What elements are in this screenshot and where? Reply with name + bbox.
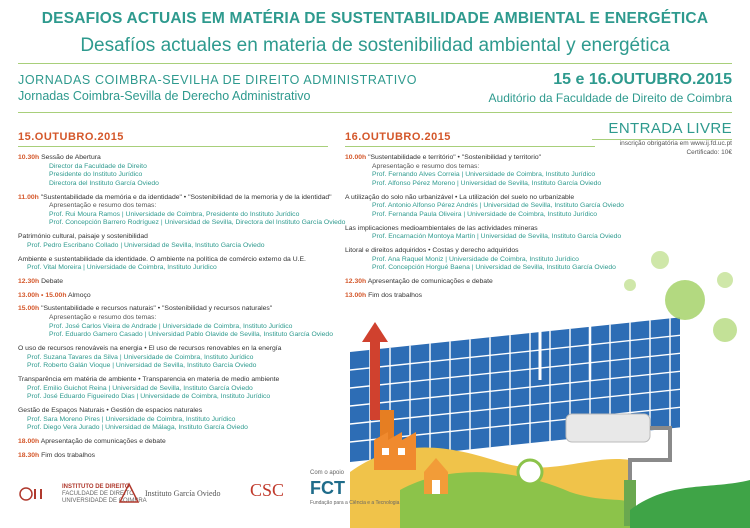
ij-emblem-icon (12, 480, 52, 508)
title-spanish: Desafíos actuales en materia de sostenibilidad ambiental y energética (80, 35, 670, 56)
day1-session-7 (18, 305, 338, 339)
session-time: 13.00h (345, 291, 367, 299)
day1-session-3 (18, 233, 338, 250)
session-time: 13.00h • 15.00h (18, 291, 67, 299)
session-time: 18.00h (18, 437, 40, 445)
session-line: Prof. Alfonso Pérez Moreno | Universidad de Sevilla, Instituto García Oviedo (372, 179, 602, 187)
session-line: Director da Faculdade de Direito (49, 162, 147, 170)
session-line: Prof. Eduardo Gamero Casado | Universidad Pablo Olavide de Sevilla, Instituto García Oviedo (49, 331, 333, 339)
free-entry-box (582, 120, 732, 157)
day1-divider (18, 146, 328, 147)
session-line: Prof. Antonio Alfonso Pérez Andrés | Universidad de Sevilla, Instituto García Oviedo (372, 202, 624, 210)
session-title: Litoral e direitos adquiridos • Costas y derecho adquiridos (345, 246, 519, 254)
day2-divider (345, 146, 595, 147)
session-line: Prof. Roberto Galán Vioque | Universidad de Sevilla, Instituto García Oviedo (27, 362, 257, 370)
recycle-icon (518, 460, 542, 484)
day1-session-11 (18, 438, 338, 447)
apoio-label: Com o apoio (310, 470, 345, 476)
day2-session-2 (345, 194, 645, 220)
session-line: Prof. José Carlos Vieira de Andrade | Universidade de Coimbra, Instituto Jurídico (49, 322, 293, 330)
session-line: Prof. Concepción Horgué Baena | Universidad de Sevilla, Instituto García Oviedo (372, 264, 616, 272)
day1-session-1 (18, 154, 338, 188)
bubble-large (665, 280, 705, 320)
session-title: Apresentação de comunicações e debate (367, 277, 493, 285)
day2-session-5 (345, 278, 645, 287)
session-time: 18.30h (18, 451, 40, 459)
ij-logo-name: INSTITUTO DE DIREITO (62, 484, 130, 490)
session-line: Prof. Concepción Barrero Rodríguez | Universidad de Sevilla, Directora del Instituto García Oviedo (49, 219, 346, 227)
day2-program (345, 154, 645, 305)
ij-logo-sub1: FACULDADE DE DIREITO (62, 491, 134, 497)
session-title: Almoço (68, 291, 91, 299)
day1-session-8 (18, 345, 338, 371)
day1-session-9 (18, 376, 338, 402)
sponsor-logos (0, 470, 520, 520)
bubble-medium (713, 318, 737, 342)
session-title: "Sustentabilidade da memória e da identidade" • "Sostenibilidad de la memoria y de la identidad" (40, 193, 332, 201)
session-line: Prof. José Eduardo Figueiredo Dias | Universidade de Coimbra, Instituto Jurídico (27, 393, 271, 401)
registration-info: inscrição obrigatória em www.ij.fd.uc.pt (619, 140, 732, 147)
igo-logo-name: Instituto García Oviedo (145, 489, 221, 498)
session-title: Transparência em matéria de ambiente • Transparencia en materia de medio ambiente (18, 375, 280, 383)
session-time: 12.30h (18, 277, 40, 285)
header-divider-bottom (18, 112, 732, 113)
session-time: 10.00h (345, 154, 367, 161)
bubble-small (651, 251, 669, 269)
session-title: O uso de recursos renováveis na energia • El uso de recursos renovables en la energía (18, 345, 282, 352)
day2-session-4 (345, 247, 645, 273)
session-line: Prof. Fernanda Paula Oliveira | Universidade de Coimbra, Instituto Jurídico (372, 210, 598, 218)
session-title: Gestão de Espaços Naturais • Gestión de espacios naturales (18, 406, 203, 414)
fct-logo: FCT (310, 478, 345, 498)
session-title: Las implicaciones medioambientales de las actividades mineras (345, 224, 538, 232)
session-line: Prof. Emilio Guichot Reina | Universidad de Sevilla, Instituto García Oviedo (27, 384, 253, 392)
event-dates: 15 e 16.OUTUBRO.2015 (553, 71, 732, 88)
session-line: Prof. Diego Vera Jurado | Universidad de Málaga, Instituto García Oviedo (27, 424, 248, 432)
day1-session-2 (18, 193, 346, 228)
session-title: Fim dos trabalhos (368, 291, 423, 299)
green-wave (630, 480, 750, 528)
session-line: Prof. Vital Moreira | Universidade de Coimbra, Instituto Jurídico (27, 264, 217, 272)
day2-session-3 (345, 225, 645, 242)
session-time: 15.00h (18, 305, 40, 313)
day1-session-10 (18, 407, 338, 433)
jornadas-spanish: Jornadas Coimbra-Sevilla de Derecho Administrativo (18, 89, 311, 103)
fct-logo-sub: Fundação para a Ciência e a Tecnologia (310, 500, 400, 506)
day2-session-1 (345, 154, 645, 188)
session-subtitle: Apresentação e resumo dos temas: (49, 202, 157, 210)
session-time: 12.30h (345, 277, 367, 285)
day1-session-12 (18, 452, 338, 461)
day1-session-6 (18, 292, 338, 301)
certificate-info: Certificado: 10€ (686, 148, 732, 156)
day2-session-6 (345, 292, 645, 301)
session-line: Prof. Encarnación Montoya Martín | Universidad de Sevilla, Instituto García Oviedo (372, 233, 622, 241)
jornadas-portuguese: JORNADAS COIMBRA-SEVILHA DE DIREITO ADMINISTRATIVO (18, 73, 418, 87)
day1-session-5 (18, 278, 338, 287)
session-line: Presidente do Instituto Jurídico (49, 171, 143, 179)
session-title: "Sustentabilidade e território" • "Sostenibilidad y territorio" (368, 154, 542, 161)
session-line: Prof. Sara Moreno Pires | Universidade de Coimbra, Instituto Jurídico (27, 415, 236, 423)
day1-heading: 15.OUTUBRO.2015 (18, 131, 124, 143)
session-line: Prof. Suzana Tavares da Silva | Universidade de Coimbra, Instituto Jurídico (27, 353, 254, 361)
free-entry-label: ENTRADA LIVRE (608, 120, 732, 137)
session-title: A utilização do solo não urbanizável • La utilización del suelo no urbanizable (345, 193, 575, 201)
session-line: Directora del Instituto García Oviedo (49, 179, 159, 187)
header-divider (18, 63, 732, 64)
session-title: Património cultural, paisaje y sostenibilidad (18, 233, 148, 241)
session-subtitle: Apresentação e resumo dos temas: (49, 314, 157, 322)
csc-logo: CSC (250, 480, 285, 500)
session-title: Fim dos trabalhos (41, 451, 96, 459)
session-subtitle: Apresentação e resumo dos temas: (372, 162, 480, 170)
session-title: Apresentação de comunicações e debate (40, 437, 166, 445)
session-line: Prof. Rui Moura Ramos | Universidade de Coimbra, Presidente do Instituto Jurídico (49, 210, 300, 218)
session-title: Ambiente e sustentabilidade da identidade. O ambiente na política de comércio externo da U.E. (18, 255, 306, 263)
session-title: "Sustentabilidade e recursos naturais" • "Sostenibilidad y recursos naturales" (41, 305, 273, 313)
day1-program (18, 154, 346, 465)
ij-logo-sub2: UNIVERSIDADE DE COIMBRA (62, 498, 147, 504)
session-line: Prof. Fernando Alves Correia | Universidade de Coimbra, Instituto Jurídico (372, 171, 596, 179)
session-time: 11.00h (18, 193, 39, 201)
session-line: Prof. Pedro Escribano Collado | Universidad de Sevilla, Instituto García Oviedo (27, 241, 265, 249)
day1-session-4 (18, 256, 338, 273)
session-time: 10.30h (18, 154, 40, 161)
event-venue: Auditório da Faculdade de Direito de Coimbra (488, 91, 732, 105)
session-title: Debate (41, 277, 63, 285)
day2-heading: 16.OUTUBRO.2015 (345, 131, 451, 143)
free-entry-divider (592, 139, 732, 140)
title-portuguese: DESAFIOS ACTUAIS EM MATÉRIA DE SUSTENTABILIDADE AMBIENTAL E ENERGÉTICA (41, 10, 709, 27)
session-line: Prof. Ana Raquel Moniz | Universidade de Coimbra, Instituto Jurídico (372, 255, 579, 263)
session-title: Sessão de Abertura (41, 154, 101, 161)
bubble-small-2 (717, 272, 733, 288)
igo-emblem-icon (118, 482, 140, 504)
